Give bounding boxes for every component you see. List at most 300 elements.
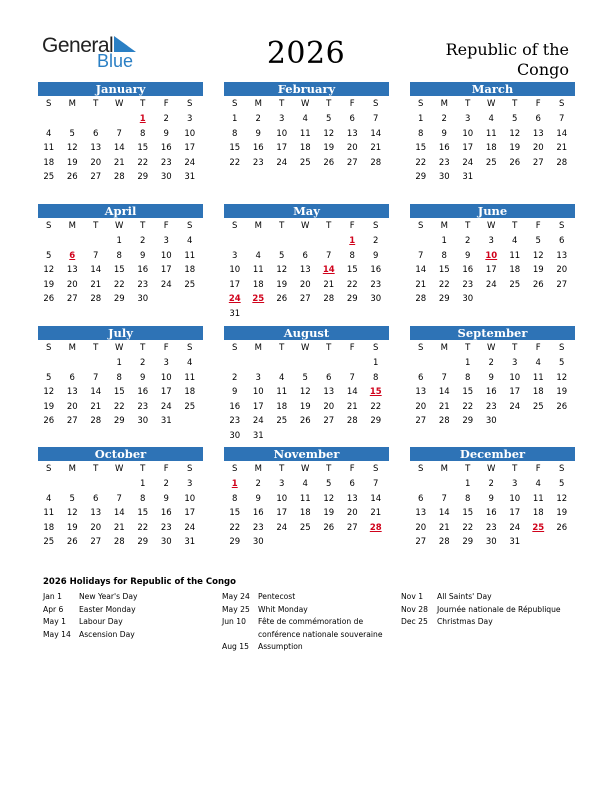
weekday-label: S xyxy=(46,464,52,474)
weekday-label: F xyxy=(163,221,169,231)
weekday-label: S xyxy=(187,99,193,109)
day-cell: 2 xyxy=(488,479,494,489)
day-cell: 18 xyxy=(184,387,196,398)
holiday-column xyxy=(43,591,208,641)
day-cell: 28 xyxy=(438,537,450,548)
weekday-label: F xyxy=(163,99,169,109)
day-cell: 22 xyxy=(137,157,149,168)
month-september xyxy=(410,326,575,429)
day-cell: 29 xyxy=(229,537,241,548)
weekday-label: M xyxy=(254,464,262,474)
day-cell: 5 xyxy=(559,479,565,489)
day-cell: 5 xyxy=(326,479,332,489)
weekday-label: S xyxy=(373,221,379,231)
day-cell: 8 xyxy=(441,250,447,261)
month-july xyxy=(38,326,203,429)
day-cell: 8 xyxy=(116,250,122,261)
holiday-name: Fête de commémoration de conférence nationale souveraine xyxy=(258,617,383,639)
day-cell: 6 xyxy=(93,493,99,504)
day-cell: 1 xyxy=(465,479,471,489)
month-header: December xyxy=(410,447,575,461)
day-cell: 23 xyxy=(485,401,497,412)
month-header: June xyxy=(410,204,575,218)
month-june xyxy=(410,204,575,307)
day-cell: 2 xyxy=(140,236,146,246)
day-cell: 5 xyxy=(302,372,308,383)
day-cell: 30 xyxy=(485,416,497,427)
holiday-item xyxy=(43,616,208,629)
holiday-item xyxy=(222,641,392,654)
weekday-label: M xyxy=(68,464,76,474)
day-cell: 2 xyxy=(163,479,169,489)
day-cell: 22 xyxy=(229,522,241,533)
weekday-label: S xyxy=(559,221,565,231)
day-cell: 12 xyxy=(323,493,335,504)
day-cell: 8 xyxy=(418,128,424,139)
day-cell: 21 xyxy=(370,508,382,519)
holiday-name: Pentecost xyxy=(258,592,296,601)
day-cell: 24 xyxy=(160,401,172,412)
day-cell: 26 xyxy=(66,172,78,183)
day-cell: 17 xyxy=(184,508,196,519)
day-cell: 30 xyxy=(160,172,172,183)
holiday-name: Assumption xyxy=(258,642,303,651)
day-cell: 21 xyxy=(370,143,382,154)
day-cell: 27 xyxy=(66,294,78,305)
day-cell: 18 xyxy=(485,143,497,154)
day-cell: 26 xyxy=(299,416,311,427)
weekday-label: M xyxy=(254,343,262,353)
day-cell: 12 xyxy=(66,508,78,519)
weekday-label: T xyxy=(512,221,518,231)
day-cell: 24 xyxy=(276,157,288,168)
day-cell: 23 xyxy=(462,279,474,290)
holiday-date: Dec 25 xyxy=(401,617,428,626)
day-cell: 11 xyxy=(509,250,521,261)
empty-cell xyxy=(341,356,365,371)
weekday-label: W xyxy=(115,221,124,231)
day-cell: 7 xyxy=(441,372,447,383)
day-cell: 21 xyxy=(323,279,335,290)
day-cell: 18 xyxy=(184,265,196,276)
day-cell: 22 xyxy=(370,401,382,412)
day-cell: 15 xyxy=(438,265,450,276)
empty-cell xyxy=(433,356,457,371)
weekday-label: W xyxy=(301,221,310,231)
day-cell: 30 xyxy=(137,416,149,427)
day-cell: 22 xyxy=(415,157,427,168)
day-cell: 27 xyxy=(415,416,427,427)
day-cell: 6 xyxy=(349,114,355,124)
day-cell: 1 xyxy=(373,358,379,368)
day-cell: 15 xyxy=(462,508,474,519)
weekday-label: S xyxy=(373,99,379,109)
holiday-name: Easter Monday xyxy=(79,604,136,614)
weekday-label: T xyxy=(326,343,332,353)
day-cell: 14 xyxy=(556,128,568,139)
day-cell: 5 xyxy=(69,493,75,504)
day-cell: 8 xyxy=(232,128,238,139)
day-cell: 19 xyxy=(323,143,335,154)
day-cell: 13 xyxy=(532,128,544,139)
day-cell: 14 xyxy=(438,508,450,519)
day-cell: 26 xyxy=(43,294,55,305)
day-cell: 11 xyxy=(532,493,544,504)
day-cell: 2 xyxy=(441,114,447,124)
day-cell: 2 xyxy=(465,236,471,246)
weekday-label: W xyxy=(487,99,496,109)
day-cell: 4 xyxy=(302,114,308,124)
day-cell: 7 xyxy=(116,493,122,504)
day-cell: 21 xyxy=(415,279,427,290)
empty-cell xyxy=(61,234,85,249)
day-cell: 19 xyxy=(532,265,544,276)
day-cell: 17 xyxy=(509,387,521,398)
day-cell: 7 xyxy=(373,114,379,124)
day-grid xyxy=(37,96,203,185)
day-cell: 8 xyxy=(140,128,146,139)
holiday-date: Apr 6 xyxy=(43,604,64,614)
weekday-label: F xyxy=(349,343,355,353)
day-cell: 27 xyxy=(532,157,544,168)
weekday-label: T xyxy=(512,99,518,109)
day-cell: 4 xyxy=(187,358,193,368)
weekday-label: W xyxy=(487,464,496,474)
empty-cell xyxy=(84,477,108,492)
day-cell: 5 xyxy=(512,114,518,124)
month-header: November xyxy=(224,447,389,461)
day-cell: 6 xyxy=(418,493,424,504)
day-cell: 1 xyxy=(418,114,424,124)
weekday-label: T xyxy=(465,464,471,474)
day-cell: 14 xyxy=(438,387,450,398)
day-cell: 9 xyxy=(373,250,379,261)
day-cell: 25 xyxy=(299,157,311,168)
day-cell: 7 xyxy=(441,493,447,504)
empty-cell xyxy=(108,112,132,127)
day-cell: 6 xyxy=(69,372,75,383)
day-cell: 13 xyxy=(66,387,78,398)
day-grid xyxy=(409,340,575,429)
day-cell: 24 xyxy=(509,522,521,533)
holiday-day: 14 xyxy=(322,265,335,276)
day-grid xyxy=(223,461,389,550)
day-cell: 20 xyxy=(346,143,358,154)
day-cell: 3 xyxy=(512,479,518,489)
day-cell: 13 xyxy=(346,128,358,139)
day-grid xyxy=(409,218,575,307)
day-cell: 14 xyxy=(370,128,382,139)
day-cell: 26 xyxy=(43,416,55,427)
holiday-date: Jan 1 xyxy=(43,592,62,601)
day-cell: 11 xyxy=(184,250,196,261)
day-cell: 10 xyxy=(509,493,521,504)
day-cell: 10 xyxy=(509,372,521,383)
day-cell: 11 xyxy=(276,387,288,398)
day-cell: 18 xyxy=(299,508,311,519)
holiday-day: 1 xyxy=(349,236,356,246)
day-cell: 16 xyxy=(370,265,382,276)
day-cell: 16 xyxy=(438,143,450,154)
day-cell: 28 xyxy=(415,294,427,305)
day-cell: 15 xyxy=(415,143,427,154)
day-cell: 2 xyxy=(255,114,261,124)
weekday-label: W xyxy=(487,221,496,231)
day-cell: 18 xyxy=(532,387,544,398)
weekday-label: M xyxy=(440,221,448,231)
weekday-label: F xyxy=(349,221,355,231)
day-cell: 18 xyxy=(276,401,288,412)
day-cell: 19 xyxy=(66,522,78,533)
holiday-day: 1 xyxy=(139,114,146,124)
day-cell: 26 xyxy=(556,522,568,533)
country-title xyxy=(409,40,569,80)
weekday-label: T xyxy=(465,343,471,353)
month-header: May xyxy=(224,204,389,218)
day-cell: 10 xyxy=(252,387,264,398)
holiday-column xyxy=(401,591,571,629)
day-cell: 30 xyxy=(370,294,382,305)
weekday-label: M xyxy=(254,221,262,231)
day-cell: 8 xyxy=(465,372,471,383)
empty-cell xyxy=(270,356,294,371)
day-cell: 6 xyxy=(93,128,99,139)
day-cell: 19 xyxy=(43,279,55,290)
day-cell: 11 xyxy=(252,265,264,276)
day-cell: 10 xyxy=(276,493,288,504)
day-cell: 29 xyxy=(462,537,474,548)
month-header: July xyxy=(38,326,203,340)
day-cell: 10 xyxy=(276,128,288,139)
holiday-date: Nov 1 xyxy=(401,592,424,601)
day-cell: 23 xyxy=(485,522,497,533)
day-cell: 9 xyxy=(140,372,146,383)
day-cell: 7 xyxy=(349,372,355,383)
day-cell: 14 xyxy=(346,387,358,398)
weekday-label: S xyxy=(232,99,238,109)
day-cell: 16 xyxy=(252,143,264,154)
day-cell: 18 xyxy=(509,265,521,276)
day-cell: 7 xyxy=(93,372,99,383)
day-cell: 16 xyxy=(137,387,149,398)
day-cell: 15 xyxy=(137,508,149,519)
day-cell: 30 xyxy=(462,294,474,305)
month-january xyxy=(38,82,203,185)
day-cell: 28 xyxy=(323,294,335,305)
holiday-item xyxy=(43,604,208,617)
day-cell: 2 xyxy=(232,372,238,383)
day-cell: 27 xyxy=(415,537,427,548)
day-cell: 20 xyxy=(415,401,427,412)
weekday-label: S xyxy=(418,221,424,231)
month-december xyxy=(410,447,575,550)
day-cell: 14 xyxy=(113,143,125,154)
day-cell: 24 xyxy=(184,522,196,533)
empty-cell xyxy=(84,112,108,127)
day-cell: 29 xyxy=(370,416,382,427)
day-cell: 2 xyxy=(488,358,494,368)
month-header: February xyxy=(224,82,389,96)
day-cell: 17 xyxy=(509,508,521,519)
day-cell: 2 xyxy=(255,479,261,489)
empty-cell xyxy=(37,112,61,127)
day-cell: 31 xyxy=(184,537,196,548)
month-november xyxy=(224,447,389,550)
day-cell: 16 xyxy=(462,265,474,276)
day-cell: 20 xyxy=(415,522,427,533)
day-cell: 19 xyxy=(323,508,335,519)
holiday-column xyxy=(222,591,392,654)
day-cell: 14 xyxy=(113,508,125,519)
day-cell: 17 xyxy=(462,143,474,154)
day-cell: 30 xyxy=(160,537,172,548)
day-cell: 5 xyxy=(69,128,75,139)
day-cell: 10 xyxy=(160,250,172,261)
day-cell: 13 xyxy=(90,508,102,519)
day-grid xyxy=(409,96,575,185)
day-cell: 23 xyxy=(252,522,264,533)
weekday-label: S xyxy=(418,464,424,474)
day-grid xyxy=(223,218,389,322)
weekday-label: T xyxy=(465,99,471,109)
day-cell: 25 xyxy=(184,401,196,412)
day-cell: 15 xyxy=(346,265,358,276)
day-cell: 24 xyxy=(485,279,497,290)
holiday-day: 25 xyxy=(532,522,545,533)
day-cell: 11 xyxy=(184,372,196,383)
day-cell: 6 xyxy=(535,114,541,124)
weekday-label: S xyxy=(187,221,193,231)
day-cell: 10 xyxy=(184,493,196,504)
day-cell: 15 xyxy=(113,265,125,276)
day-cell: 26 xyxy=(556,401,568,412)
day-cell: 22 xyxy=(462,401,474,412)
day-cell: 16 xyxy=(137,265,149,276)
weekday-label: S xyxy=(559,464,565,474)
day-cell: 23 xyxy=(229,416,241,427)
day-cell: 29 xyxy=(415,172,427,183)
holiday-day: 1 xyxy=(231,479,238,489)
day-cell: 20 xyxy=(532,143,544,154)
day-cell: 21 xyxy=(113,522,125,533)
day-cell: 8 xyxy=(349,250,355,261)
day-cell: 21 xyxy=(438,401,450,412)
day-cell: 15 xyxy=(113,387,125,398)
day-cell: 30 xyxy=(229,430,241,441)
weekday-label: W xyxy=(301,343,310,353)
day-cell: 5 xyxy=(279,250,285,261)
day-cell: 25 xyxy=(532,401,544,412)
month-header: April xyxy=(38,204,203,218)
day-cell: 22 xyxy=(113,279,125,290)
day-cell: 24 xyxy=(252,416,264,427)
holidays-title: 2026 Holidays for Republic of the Congo xyxy=(43,577,236,587)
weekday-label: W xyxy=(115,464,124,474)
weekday-label: S xyxy=(373,343,379,353)
day-cell: 6 xyxy=(326,372,332,383)
holiday-day: 28 xyxy=(369,522,382,533)
empty-cell xyxy=(317,234,341,249)
day-cell: 3 xyxy=(187,114,193,124)
day-cell: 23 xyxy=(252,157,264,168)
day-cell: 12 xyxy=(323,128,335,139)
day-cell: 20 xyxy=(90,522,102,533)
day-cell: 12 xyxy=(509,128,521,139)
day-cell: 9 xyxy=(140,250,146,261)
day-cell: 25 xyxy=(485,157,497,168)
month-header: October xyxy=(38,447,203,461)
empty-cell xyxy=(37,477,61,492)
day-cell: 24 xyxy=(462,157,474,168)
empty-cell xyxy=(84,234,108,249)
day-cell: 12 xyxy=(276,265,288,276)
day-cell: 10 xyxy=(160,372,172,383)
day-cell: 17 xyxy=(160,265,172,276)
month-april xyxy=(38,204,203,307)
day-cell: 8 xyxy=(373,372,379,383)
holiday-item xyxy=(43,591,208,604)
holiday-date: May 1 xyxy=(43,617,66,626)
holiday-name: Whit Monday xyxy=(258,604,308,614)
weekday-label: W xyxy=(301,99,310,109)
holiday-name: New Year's Day xyxy=(79,592,138,601)
holiday-date: Nov 28 xyxy=(401,604,428,614)
holiday-name: Journée nationale de République xyxy=(437,604,561,614)
day-cell: 3 xyxy=(465,114,471,124)
holiday-item xyxy=(401,616,571,629)
weekday-label: W xyxy=(115,99,124,109)
month-february xyxy=(224,82,389,170)
day-cell: 21 xyxy=(90,279,102,290)
weekday-label: S xyxy=(559,343,565,353)
day-cell: 1 xyxy=(232,114,238,124)
weekday-label: S xyxy=(46,99,52,109)
holiday-date: Aug 15 xyxy=(222,642,249,651)
day-cell: 23 xyxy=(137,401,149,412)
empty-cell xyxy=(84,356,108,371)
day-cell: 28 xyxy=(113,172,125,183)
day-grid xyxy=(37,340,203,429)
day-cell: 5 xyxy=(46,250,52,261)
holiday-day: 24 xyxy=(228,294,241,305)
day-cell: 7 xyxy=(116,128,122,139)
day-cell: 4 xyxy=(302,479,308,489)
weekday-label: S xyxy=(46,343,52,353)
logo-general-text: General xyxy=(42,34,114,57)
day-cell: 26 xyxy=(532,279,544,290)
day-cell: 2 xyxy=(140,358,146,368)
day-cell: 15 xyxy=(462,387,474,398)
day-cell: 30 xyxy=(485,537,497,548)
day-cell: 4 xyxy=(512,236,518,246)
day-cell: 18 xyxy=(299,143,311,154)
day-cell: 11 xyxy=(299,493,311,504)
day-cell: 9 xyxy=(488,493,494,504)
day-cell: 3 xyxy=(163,236,169,246)
weekday-label: W xyxy=(487,343,496,353)
weekday-label: T xyxy=(512,343,518,353)
day-cell: 15 xyxy=(137,143,149,154)
day-cell: 3 xyxy=(279,114,285,124)
day-cell: 7 xyxy=(326,250,332,261)
day-cell: 13 xyxy=(90,143,102,154)
holiday-date: May 25 xyxy=(222,604,250,614)
day-cell: 11 xyxy=(299,128,311,139)
day-cell: 5 xyxy=(559,358,565,368)
day-cell: 29 xyxy=(462,416,474,427)
day-cell: 23 xyxy=(438,157,450,168)
day-cell: 11 xyxy=(485,128,497,139)
